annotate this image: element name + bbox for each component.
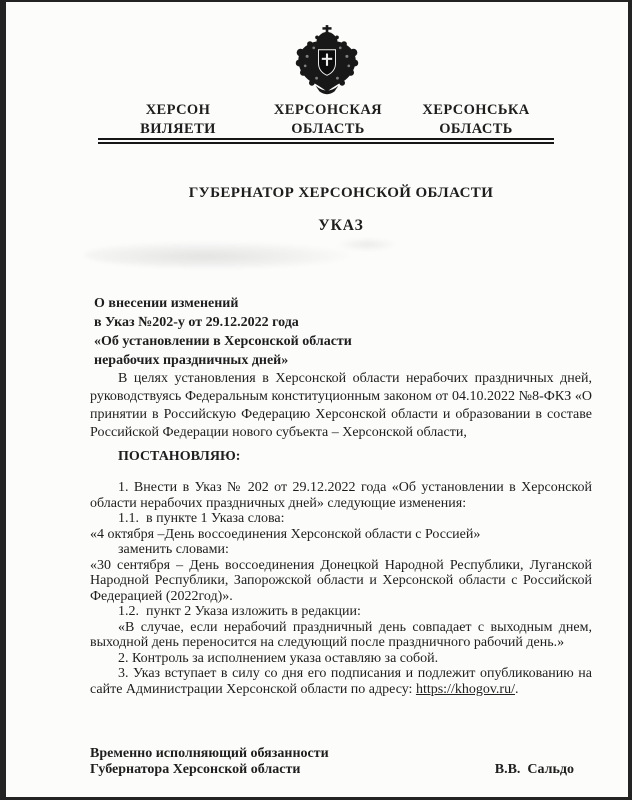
redacted-smudge bbox=[84, 242, 350, 268]
org-name-center-line1: ХЕРСОНСКАЯ bbox=[273, 102, 383, 118]
item-1-2: 1.2. пункт 2 Указа изложить в редакции: bbox=[118, 604, 361, 619]
item-1: 1. Внести в Указ № 202 от 29.12.2022 года «Об установлении в Херсонской области нерабочих праздничных дней» следующие изменения: bbox=[90, 480, 592, 511]
org-name-right-line2: ОБЛАСТЬ bbox=[439, 121, 513, 137]
signer-position bbox=[90, 746, 329, 778]
subject-line: нерабочих праздничных дней» bbox=[94, 353, 289, 368]
item-2: 2. Контроль за исполнением указа оставляю за собой. bbox=[118, 650, 439, 666]
org-name-center-line2: ОБЛАСТЬ bbox=[291, 121, 365, 137]
item-3 bbox=[90, 666, 592, 697]
authority-title: ГУБЕРНАТОР ХЕРСОНСКОЙ ОБЛАСТИ bbox=[188, 185, 494, 201]
org-names-row bbox=[98, 101, 554, 139]
subject-block bbox=[94, 294, 514, 370]
subject-line: в Указ №202-у от 29.12.2022 года bbox=[94, 315, 299, 330]
new-wording-quote: «30 сентября – День воссоединения Донецкой Народной Республики, Луганской Народной Республики, Запорожской области и Херсонской области с Российской Федерацией (2022год)». bbox=[90, 557, 592, 604]
header-divider bbox=[98, 138, 554, 144]
org-name-center bbox=[274, 101, 382, 139]
org-name-left-line1: ХЕРСОН bbox=[145, 102, 211, 118]
redacted-smudge-small bbox=[336, 238, 398, 251]
document-body bbox=[90, 370, 592, 697]
khogov-link[interactable]: https://khogov.ru/ bbox=[415, 681, 515, 697]
subject-line: «Об установлении в Херсонской области bbox=[94, 334, 352, 349]
item-3-text: 3. Указ вступает в силу со дня его подписания и подлежит опубликованию на сайте Администрации Херсонской области по адресу: bbox=[90, 666, 592, 697]
org-name-right-line1: ХЕРСОНСЬКА bbox=[422, 102, 530, 118]
signature-block bbox=[90, 746, 574, 778]
edition-quote: «В случае, если нерабочий праздничный день совпадает с выходным днем, выходной день переносится на следующий после праздничного рабочий день.» bbox=[90, 619, 592, 650]
preamble-paragraph: В целях установления в Херсонской области нерабочих праздничных дней, руководствуясь Федеральным конституционным законом от 04.10.2022 №8-ФКЗ «О принятии в Российскую Федерацию Херсонской области и образовании в составе Российской Федерации нового субъекта – Херсонской области, bbox=[90, 371, 592, 440]
item-3-period: . bbox=[514, 681, 519, 697]
signer-position-line2: Губернатора Херсонской области bbox=[90, 762, 301, 777]
org-name-left bbox=[140, 101, 216, 139]
org-name-right bbox=[422, 101, 529, 139]
replace-words-line: заменить словами: bbox=[118, 542, 229, 557]
org-name-left-line2: ВИЛЯЕТИ bbox=[140, 121, 216, 137]
resolve-word: ПОСТАНОВЛЯЮ: bbox=[118, 449, 241, 464]
old-wording-quote: «4 октября –День воссоединения Херсонской области с Россией» bbox=[90, 526, 481, 542]
document-type-title: УКАЗ bbox=[318, 217, 364, 234]
signer-position-line1: Временно исполняющий обязанности bbox=[90, 746, 329, 761]
subject-line: О внесении изменений bbox=[94, 296, 239, 311]
signer-name: В.В. Сальдо bbox=[494, 762, 574, 777]
kherson-coat-of-arms-icon bbox=[291, 25, 363, 101]
item-1-1: 1.1. в пункте 1 Указа слова: bbox=[118, 511, 285, 526]
